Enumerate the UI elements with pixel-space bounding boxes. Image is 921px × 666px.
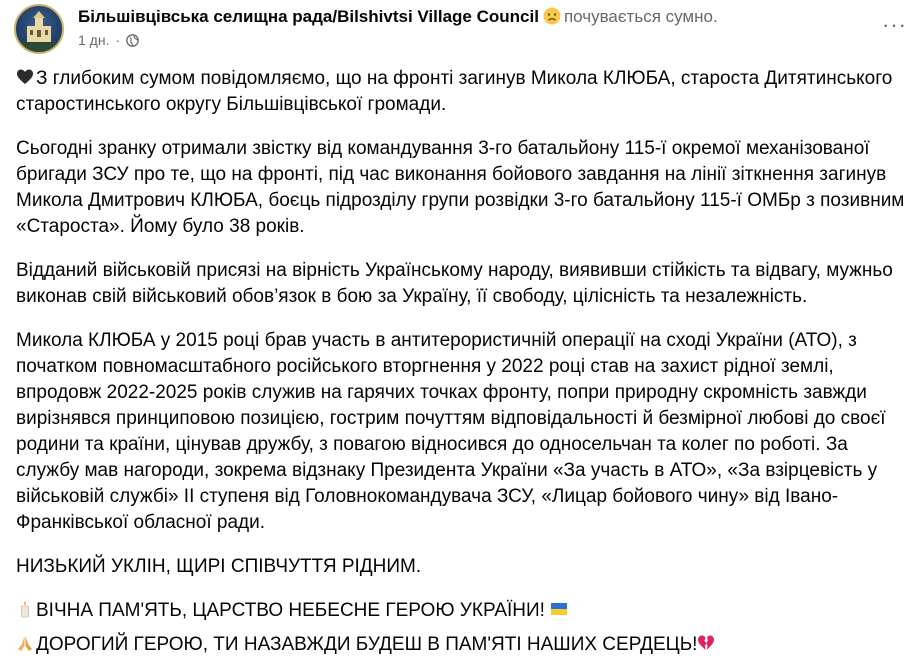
page-name-link[interactable]: Більшівцівська селищна рада/Bilshivtsi Village Council xyxy=(78,7,539,26)
broken-heart-icon xyxy=(697,634,715,652)
post-body xyxy=(16,66,916,666)
paragraph-2: Сьогодні зранку отримали звістку від командування 3-го батальйону 115-ї окремої механізованої бригади ЗСУ про те, що на фронті, під час виконання бойового завдання на лінії зіткнення загинув Микола Дмитрович КЛЮБА, боєць підрозділу групи розвідки 3-го батальйону 115-ї ОМБр з позивним «Староста». Йому було 38 років. xyxy=(16,138,905,237)
paragraph-7 xyxy=(16,632,916,658)
paragraph-7-text: ДОРОГИЙ ГЕРОЮ, ТИ НАЗАВЖДИ БУДЕШ В ПАМ'ЯТІ НАШИХ СЕРДЕЦЬ! xyxy=(36,634,698,655)
paragraph-4: Микола КЛЮБА у 2015 році брав участь в антитерористичній операції на сході України (АТО), з початком повномасштабного російського вторгнення у 2022 році став на захист рідної землі, впродовж 2022-2025 років служив на гарячих точках фронту, попри природну скромність завжди вирізнявся принциповою позицією, гострим почуттям відповідальності й безмірної любові до своєї родини та країни, цінував дружбу, з повагою відносився до односельчан та колег по роботі. За службу мав нагороди, зокрема відзнаку Президента України «За участь в АТО», «За взірцевість у військовій службі» ІІ ступеня від Головнокомандувача ЗСУ, «Лицар бойового чину» від Івано-Франківської обласної ради. xyxy=(16,330,886,533)
post-time-link[interactable]: 1 дн. xyxy=(78,32,110,48)
ukraine-flag-icon xyxy=(550,600,568,618)
paragraph-1-text: З глибоким сумом повідомляємо, що на фронті загинув Микола КЛЮБА, староста Дитятинського старостинського округу Більшівцівської громади. xyxy=(16,68,893,115)
paragraph-5: НИЗЬКИЙ УКЛІН, ЩИРІ СПІВЧУТТЯ РІДНИМ. xyxy=(16,556,422,577)
paragraph-1 xyxy=(16,66,916,118)
more-options-button[interactable]: ··· xyxy=(882,12,907,37)
black-heart-icon xyxy=(16,68,34,86)
paragraph-3: Відданий військовій присязі на вірність Українському народу, виявивши стійкість та відвагу, мужньо виконав свій військовий обов’язок в бою за Україну, її свободу, цілісність та незалежність. xyxy=(16,260,893,307)
globe-icon[interactable] xyxy=(126,34,139,47)
feeling-text: почувається сумно. xyxy=(563,7,718,26)
sad-face-icon xyxy=(543,7,561,25)
meta-separator: · xyxy=(115,32,121,48)
building-icon xyxy=(16,6,62,52)
candle-icon xyxy=(16,600,34,618)
paragraph-6-text: ВІЧНА ПАМ'ЯТЬ, ЦАРСТВО НЕБЕСНЕ ГЕРОЮ УКРАЇНИ! xyxy=(36,600,545,621)
page-avatar[interactable] xyxy=(14,4,64,54)
folded-hands-icon xyxy=(16,634,34,652)
post-header xyxy=(14,4,718,54)
paragraph-6 xyxy=(16,598,916,624)
